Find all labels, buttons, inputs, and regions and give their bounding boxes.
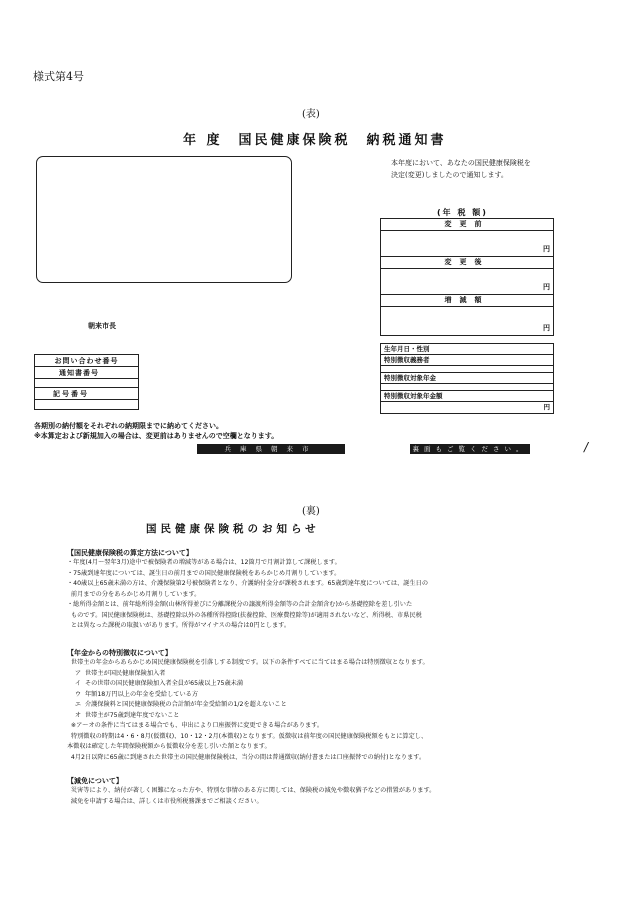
tax-row-after: [381, 257, 553, 295]
section-reduction: [67, 776, 435, 807]
front-side-label: (表): [302, 109, 320, 120]
tax-row-before: [381, 219, 553, 257]
section-line: 世帯主の年金からあらかじめ国民健康保険税を引落しする制度です。以下の条件すべてに当てはまる場合は特別徴収となります。: [67, 659, 429, 666]
section-line: エ 介護保険料と国民健康保険税の合計額が年金受給額の1/2を超えないこと: [67, 701, 287, 708]
section-line: ウ 年額18万円以上の年金を受給している方: [67, 690, 199, 698]
corner-mark: /: [584, 440, 589, 454]
pension-target-value: [381, 384, 553, 391]
tax-amount-heading: (年 税 額): [437, 208, 488, 217]
inquiry-number-row: お問い合わせ番号: [35, 355, 138, 367]
yen-unit: 円: [543, 245, 550, 253]
section-heading: 【年金からの特別徴収について】: [67, 649, 172, 657]
section-line: ※ア～オの条件に当てはまる場合でも、申出により口座振替に変更できる場合があります。: [67, 722, 324, 729]
section-heading: 【減免について】: [67, 777, 123, 785]
note-line-2: ※本算定および新規加入の場合は、変更前はありませんので空欄となります。: [34, 432, 279, 440]
back-side-label: (裏): [302, 506, 320, 517]
notice-number-value: [35, 379, 138, 388]
section-line: オ 世帯主が75歳到達年度でないこと: [67, 711, 180, 719]
tax-row-label: 変更後: [381, 257, 553, 269]
municipality-bar: 兵庫県朝来市: [197, 444, 345, 454]
back-title: 国民健康保険税のお知らせ: [146, 523, 320, 535]
notice-line-1: 本年度において、あなたの国民健康保険税を: [391, 159, 531, 167]
withholding-agent-row: 特別徴収義務者: [381, 355, 553, 366]
section-pension-withholding: [67, 648, 429, 763]
yen-unit: 円: [543, 403, 550, 411]
address-window: [36, 156, 292, 283]
section-line: ア 世帯主が国民健康保険加入者: [67, 669, 166, 677]
section-line: 災害等により、納付が著しく困難になった方や、特別な事情のある方に関しては、保険税の減免や徴収猶予などの措置があります。: [67, 787, 436, 794]
section-line: ・75歳到達年度については、誕生日の前月までの国民健康保険税をあらかじめ月割りしています。: [67, 569, 341, 577]
tax-row-label: 変更前: [381, 219, 553, 231]
see-back-bar: 裏面もご覧ください。: [410, 444, 530, 454]
issuer-name: 朝来市長: [88, 322, 116, 330]
section-line: ・総所得金額とは、前年総所得金額(山林所得並びに分離課税分の譲渡所得金額等の合計金額含む)から基礎控除を差し引いた: [67, 601, 413, 608]
notice-number-row: 通知書番号: [35, 367, 138, 379]
withholding-agent-value: [381, 366, 553, 373]
form-number: 様式第4号: [33, 70, 84, 83]
code-number-row: 記号番号: [35, 388, 138, 400]
section-line: 特別徴収の時期は4・6・8月(仮徴収)、10・12・2月(本徴収)となります。仮徴収は前年度の国民健康保険税額をもとに算定し、: [67, 732, 428, 740]
section-line: ・40歳以上65歳未満の方は、介護保険第2号被保険者となり、介護納付金分が課税されます。65歳到達年度については、誕生日の: [67, 580, 429, 587]
section-line: ものです。国民健康保険税は、基礎控除以外の各種所得控除(扶養控除、医療費控除等)が適用されないなど、所得税、市県民税: [67, 611, 422, 619]
yen-unit: 円: [543, 283, 550, 291]
notice-line-2: 決定(変更)しましたので通知します。: [391, 171, 508, 179]
section-line: 本徴収は確定した年間保険税額から仮徴収分を差し引いた額となります。: [67, 743, 271, 750]
tax-amount-table: [380, 218, 554, 336]
tax-row-difference: [381, 295, 553, 335]
section-line: 前月までの分をあらかじめ月割りしています。: [67, 590, 201, 598]
birthdate-gender-row: 生年月日・性別: [381, 344, 553, 355]
tax-row-label: 増減額: [381, 295, 553, 307]
pension-amount-row: 特別徴収対象年金額: [381, 391, 553, 402]
section-line: 4月2日以降に65歳に到達された世帯主の国民健康保険税は、当分の間は普通徴収(納付書または口座振替での納付)となります。: [67, 753, 426, 761]
section-line: 減免を申請する場合は、詳しくは市役所税務課までご相談ください。: [67, 797, 263, 805]
inquiry-table: [34, 354, 139, 410]
page-title: 年 度 国民健康保険税 納税通知書: [183, 133, 447, 148]
pension-target-row: 特別徴収対象年金: [381, 373, 553, 384]
section-line: イ その世帯の国民健康保険加入者全員が65歳以上75歳未満: [67, 680, 244, 687]
taxpayer-info-table: [380, 343, 554, 414]
code-number-value: [35, 400, 138, 409]
payment-notes: [34, 421, 278, 441]
yen-unit: 円: [543, 324, 550, 332]
pension-amount-value: [381, 402, 553, 413]
section-heading: 【国民健康保険税の算定方法について】: [67, 549, 193, 557]
section-calculation: [67, 548, 428, 632]
notice-text: [391, 157, 591, 181]
note-line-1: 各期別の納付額をそれぞれの納期限までに納めてください。: [34, 422, 223, 430]
section-line: ・年度(4月～翌年3月)途中で被保険者の増減等がある場合は、12箇月で月割計算して課税します。: [67, 559, 341, 566]
section-line: とは異なった課税の取扱いがあります。所得がマイナスの場合は0円とします。: [67, 622, 291, 629]
